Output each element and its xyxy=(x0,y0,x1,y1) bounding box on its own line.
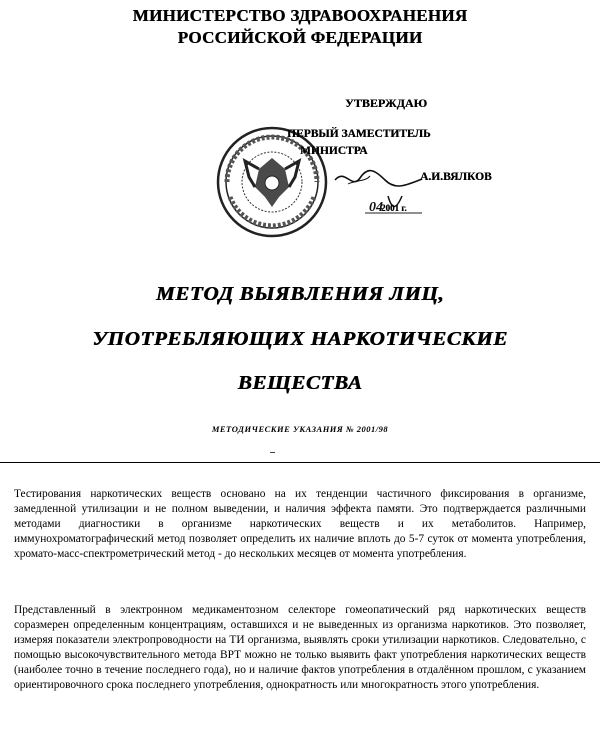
official-seal-stamp xyxy=(215,125,330,240)
date-number: 04 xyxy=(369,200,383,215)
document-title-line3: ВЕЩЕСТВА xyxy=(237,372,363,394)
section-divider xyxy=(0,462,600,463)
approval-year: 2001 г. xyxy=(381,203,407,213)
scan-speck xyxy=(270,452,275,453)
approval-heading: УТВЕРЖДАЮ xyxy=(345,96,428,110)
document-title-line1: МЕТОД ВЫЯВЛЕНИЯ ЛИЦ, xyxy=(155,283,445,305)
body-paragraph-2: Представленный в электронном медикаментозном селекторе гомеопатический ряд наркотических веществ соразмерен определенным концентрациям, оставшихся и не выведенных из организма наркотиков. Это позволяет, измеряя показатели электропроводности на ТИ организма, выявлять сроки утилизации наркотиков. Следовательно, с помощью высокочувствительного метода ВРТ можно не только выявить факт употребления наркотических веществ (наиболее точно в течение последнего года), но и наличие фактов употребления в отдалённом прошлом, с указанием ориентировочного срока последнего употребления, однократность или многократность этого употребления. xyxy=(14,604,586,691)
approver-position-line1: ПЕРВЫЙ ЗАМЕСТИТЕЛЬ xyxy=(287,128,431,140)
approver-position-line2: МИНИСТРА xyxy=(300,145,368,157)
approver-name: А.И.ВЯЛКОВ xyxy=(420,171,492,183)
document-title-line2: УПОТРЕБЛЯЮЩИХ НАРКОТИЧЕСКИЕ xyxy=(92,328,508,350)
handwritten-signature xyxy=(330,160,425,220)
body-paragraph-1: Тестирования наркотических веществ основано на их тенденции частичного фиксирования в организме, замедленной утилизации и не полном выведении, и наличия эффекта памяти. Это подтверждается различными методами диагностики в организме наркотических веществ и их метаболитов. Например, иммунохроматографический метод позволяет определить их наличие вплоть до 5-7 суток от момента употребления, хромато-масс-спектрометрический метод - до нескольких месяцев от момента употребления. xyxy=(14,488,586,560)
ministry-name-line1: МИНИСТЕРСТВО ЗДРАВООХРАНЕНИЯ xyxy=(132,6,468,25)
ministry-name-line2: РОССИЙСКОЙ ФЕДЕРАЦИИ xyxy=(177,28,423,47)
guidelines-number: МЕТОДИЧЕСКИЕ УКАЗАНИЯ № 2001/98 xyxy=(211,424,389,434)
